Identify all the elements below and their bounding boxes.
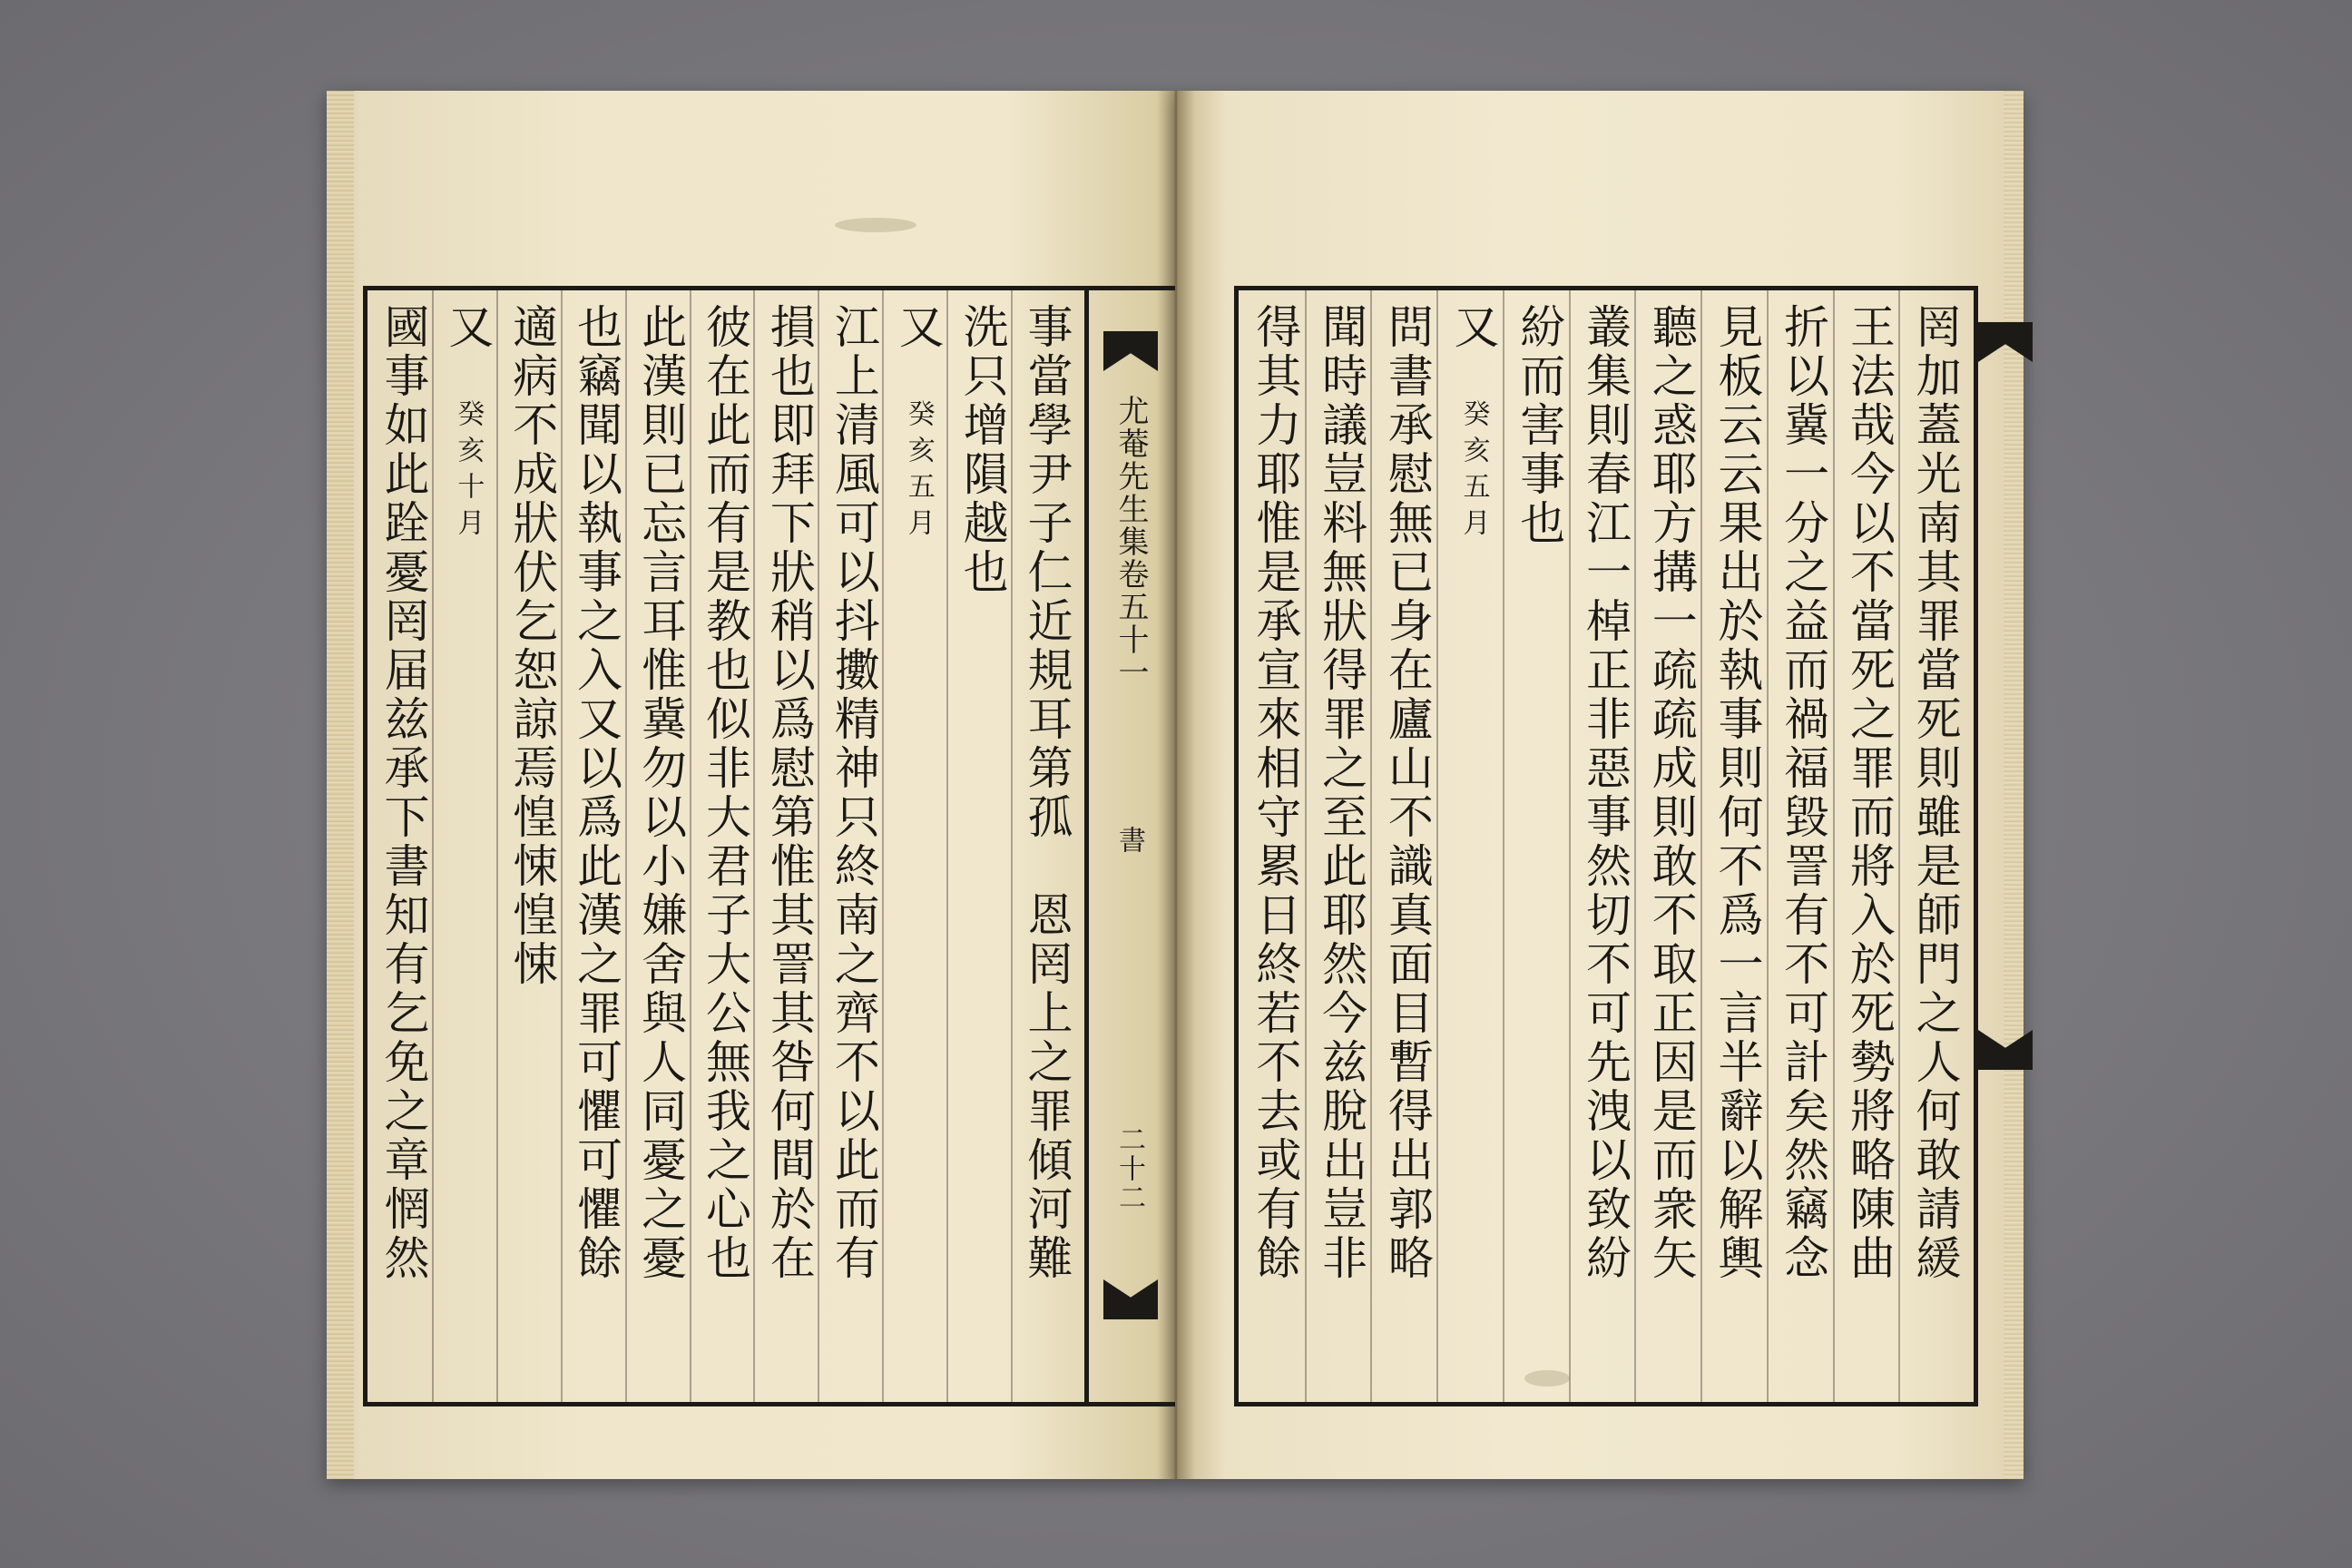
text-column: 國事如此跧憂罔届兹承下書知有乞免之章惘然 bbox=[377, 303, 430, 1283]
date-note: 癸亥五月 bbox=[1457, 399, 1490, 544]
fishtail-mark-bottom bbox=[1103, 1279, 1158, 1319]
text-column: 也竊聞以執事之入又以爲此漢之罪可懼可懼餘 bbox=[570, 303, 623, 1283]
date-note: 癸亥五月 bbox=[902, 399, 935, 544]
page-stack-edge bbox=[327, 91, 354, 1479]
text-column: 聽之惑耶方搆一疏疏成則敢不取正因是而衆矢 bbox=[1644, 303, 1698, 1283]
text-column: 損也即拜下狀稍以爲慰第惟其詈其咎何間於在 bbox=[762, 303, 816, 1283]
text-column: 江上清風可以抖擻精神只終南之齊不以此而有 bbox=[827, 303, 880, 1283]
page-stack-edge bbox=[2004, 91, 2024, 1479]
text-column: 事當學尹子仁近規耳第孤 恩罔上之罪傾河難 bbox=[1020, 303, 1073, 1283]
fishtail-mark-top bbox=[1103, 331, 1158, 371]
column-rule bbox=[1700, 290, 1702, 1402]
text-column: 見板云云果出於執事則何不爲一言半辭以解輿 bbox=[1710, 303, 1764, 1283]
column-rule bbox=[1436, 290, 1438, 1402]
text-column: 罔加蓋光南其罪當死則雖是師門之人何敢請緩 bbox=[1908, 303, 1962, 1283]
column-rule bbox=[690, 290, 691, 1402]
text-column: 又 bbox=[1446, 303, 1500, 352]
margin-column bbox=[1089, 286, 1175, 1406]
text-column: 紛而害事也 bbox=[1513, 303, 1566, 548]
text-column: 此漢則已忘言耳惟冀勿以小嫌舍與人同憂之憂 bbox=[634, 303, 688, 1283]
column-rule bbox=[561, 290, 563, 1402]
text-column: 折以冀一分之益而禍福毀詈有不可計矣然竊念 bbox=[1777, 303, 1830, 1283]
right-text-frame bbox=[1234, 286, 1978, 1406]
column-rule bbox=[1833, 290, 1835, 1402]
column-rule bbox=[882, 290, 884, 1402]
text-column: 洗只增隕越也 bbox=[956, 303, 1009, 597]
column-rule bbox=[1370, 290, 1372, 1402]
ink-stain bbox=[835, 218, 916, 232]
text-column: 王法哉今以不當死之罪而將入於死勢將略陳曲 bbox=[1842, 303, 1896, 1283]
text-column: 適病不成狀伏乞恕諒焉惶悚惶悚 bbox=[505, 303, 559, 989]
text-column: 叢集則春江一棹正非惡事然切不可先洩以致紛 bbox=[1579, 303, 1632, 1283]
column-rule bbox=[1634, 290, 1636, 1402]
column-rule bbox=[1503, 290, 1504, 1402]
text-column: 問書承慰無已身在廬山不識真面目暫得出郭略 bbox=[1380, 303, 1434, 1283]
column-rule bbox=[625, 290, 627, 1402]
column-rule bbox=[1767, 290, 1769, 1402]
left-text-frame bbox=[363, 286, 1089, 1406]
column-rule bbox=[753, 290, 755, 1402]
page-number: 二十二 bbox=[1113, 1125, 1145, 1212]
text-column: 又 bbox=[441, 303, 495, 352]
section-label: 書 bbox=[1113, 826, 1145, 855]
column-rule bbox=[946, 290, 948, 1402]
text-column: 又 bbox=[891, 303, 945, 352]
column-rule bbox=[1898, 290, 1900, 1402]
column-rule bbox=[818, 290, 819, 1402]
column-rule bbox=[496, 290, 498, 1402]
book-title: 尤菴先生集卷五十一 bbox=[1112, 395, 1149, 689]
text-column: 聞時議豈料無狀得罪之至此耶然今兹脫出豈非 bbox=[1315, 303, 1368, 1283]
open-book bbox=[327, 82, 2024, 1497]
text-column: 得其力耶惟是承宣來相守累日終若不去或有餘 bbox=[1249, 303, 1302, 1283]
text-column: 彼在此而有是教也似非大君子大公無我之心也 bbox=[699, 303, 751, 1283]
column-rule bbox=[1305, 290, 1307, 1402]
column-rule bbox=[1569, 290, 1571, 1402]
column-rule bbox=[432, 290, 434, 1402]
column-rule bbox=[1011, 290, 1013, 1402]
date-note: 癸亥十月 bbox=[452, 399, 485, 544]
